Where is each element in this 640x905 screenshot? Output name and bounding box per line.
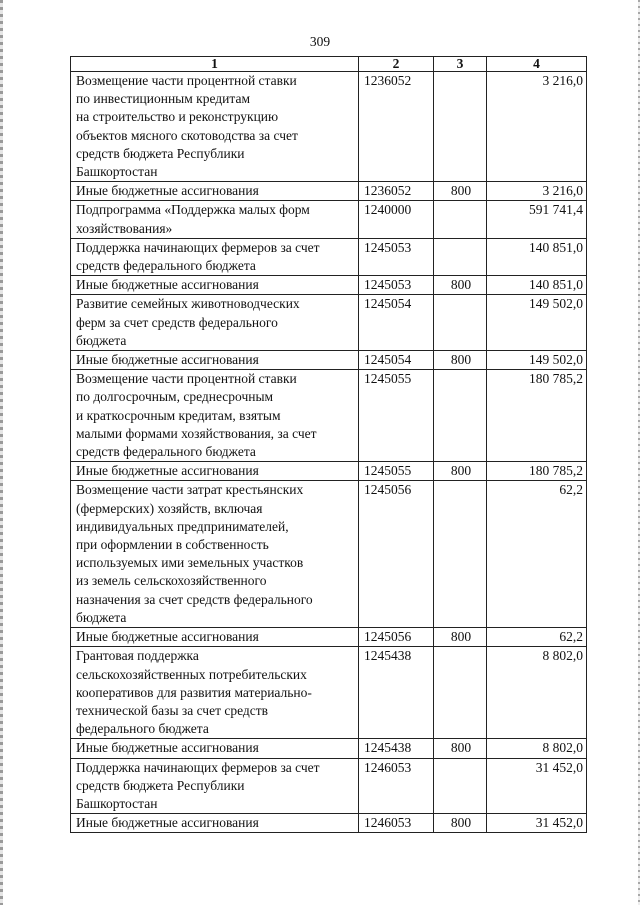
amount-cell: 149 502,0 bbox=[487, 295, 587, 351]
item-name-cell: Возмещение части процентной ставки по инвестиционным кредитам на строительство и реконструкцию объектов мясного скотоводства за счет средств бюджета Республики Башкортостан bbox=[71, 72, 359, 182]
item-name-cell: Иные бюджетные ассигнования bbox=[71, 462, 359, 481]
table-row bbox=[71, 238, 587, 275]
target-code-cell: 1240000 bbox=[359, 201, 434, 238]
table-row bbox=[71, 481, 587, 628]
target-code-cell: 1245056 bbox=[359, 481, 434, 628]
table-row bbox=[71, 758, 587, 814]
item-name-cell: Иные бюджетные ассигнования bbox=[71, 628, 359, 647]
item-name-cell: Поддержка начинающих фермеров за счет средств федерального бюджета bbox=[71, 238, 359, 275]
table-row bbox=[71, 351, 587, 370]
expense-type-cell bbox=[434, 238, 487, 275]
target-code-cell: 1236052 bbox=[359, 72, 434, 182]
amount-cell: 62,2 bbox=[487, 628, 587, 647]
amount-cell: 149 502,0 bbox=[487, 351, 587, 370]
table-row bbox=[71, 72, 587, 182]
item-name-cell: Иные бюджетные ассигнования bbox=[71, 276, 359, 295]
expense-type-cell: 800 bbox=[434, 739, 487, 758]
item-name-cell: Иные бюджетные ассигнования bbox=[71, 351, 359, 370]
table-row bbox=[71, 628, 587, 647]
table-row bbox=[71, 201, 587, 238]
amount-cell: 8 802,0 bbox=[487, 739, 587, 758]
expense-type-cell: 800 bbox=[434, 182, 487, 201]
table-row bbox=[71, 814, 587, 833]
item-name-cell: Возмещение части затрат крестьянских (фермерских) хозяйств, включая индивидуальных предпринимателей, при оформлении в собственность используемых ими земельных участков из земель сельскохозяйственного назначения за счет средств федерального бюджета bbox=[71, 481, 359, 628]
amount-cell: 140 851,0 bbox=[487, 276, 587, 295]
table-row bbox=[71, 276, 587, 295]
target-code-cell: 1245056 bbox=[359, 628, 434, 647]
expense-type-cell bbox=[434, 201, 487, 238]
expense-type-cell bbox=[434, 647, 487, 739]
expense-type-cell bbox=[434, 370, 487, 462]
expense-type-cell: 800 bbox=[434, 814, 487, 833]
table-body bbox=[71, 72, 587, 833]
expense-type-cell: 800 bbox=[434, 628, 487, 647]
table-row bbox=[71, 182, 587, 201]
target-code-cell: 1245053 bbox=[359, 238, 434, 275]
amount-cell: 62,2 bbox=[487, 481, 587, 628]
amount-cell: 180 785,2 bbox=[487, 370, 587, 462]
page-number: 309 bbox=[309, 34, 331, 49]
item-name-cell: Иные бюджетные ассигнования bbox=[71, 182, 359, 201]
header-col-3: 3 bbox=[434, 57, 487, 72]
expense-type-cell: 800 bbox=[434, 351, 487, 370]
amount-cell: 591 741,4 bbox=[487, 201, 587, 238]
header-col-4: 4 bbox=[487, 57, 587, 72]
header-col-1: 1 bbox=[71, 57, 359, 72]
target-code-cell: 1245053 bbox=[359, 276, 434, 295]
target-code-cell: 1245055 bbox=[359, 370, 434, 462]
item-name-cell: Развитие семейных животноводческих ферм за счет средств федерального бюджета bbox=[71, 295, 359, 351]
expense-type-cell: 800 bbox=[434, 276, 487, 295]
amount-cell: 180 785,2 bbox=[487, 462, 587, 481]
target-code-cell: 1246053 bbox=[359, 758, 434, 814]
expense-type-cell bbox=[434, 295, 487, 351]
item-name-cell: Иные бюджетные ассигнования bbox=[71, 814, 359, 833]
item-name-cell: Подпрограмма «Поддержка малых форм хозяйствования» bbox=[71, 201, 359, 238]
target-code-cell: 1245438 bbox=[359, 739, 434, 758]
expense-type-cell bbox=[434, 758, 487, 814]
table-row bbox=[71, 647, 587, 739]
header-col-2: 2 bbox=[359, 57, 434, 72]
amount-cell: 31 452,0 bbox=[487, 758, 587, 814]
table-row bbox=[71, 370, 587, 462]
expense-type-cell bbox=[434, 481, 487, 628]
target-code-cell: 1245054 bbox=[359, 295, 434, 351]
table-header bbox=[71, 57, 587, 72]
target-code-cell: 1245438 bbox=[359, 647, 434, 739]
target-code-cell: 1236052 bbox=[359, 182, 434, 201]
header-row bbox=[71, 57, 587, 72]
scan-edge-left bbox=[0, 0, 3, 905]
item-name-cell: Возмещение части процентной ставки по долгосрочным, среднесрочным и краткосрочным кредитам, взятым малыми формами хозяйствования, за счет средств федерального бюджета bbox=[71, 370, 359, 462]
target-code-cell: 1246053 bbox=[359, 814, 434, 833]
table-row bbox=[71, 295, 587, 351]
target-code-cell: 1245055 bbox=[359, 462, 434, 481]
expense-type-cell: 800 bbox=[434, 462, 487, 481]
table-row bbox=[71, 462, 587, 481]
amount-cell: 8 802,0 bbox=[487, 647, 587, 739]
target-code-cell: 1245054 bbox=[359, 351, 434, 370]
item-name-cell: Грантовая поддержка сельскохозяйственных потребительских кооперативов для развития материально- технической базы за счет средств федерального бюджета bbox=[71, 647, 359, 739]
amount-cell: 3 216,0 bbox=[487, 182, 587, 201]
expense-type-cell bbox=[434, 72, 487, 182]
amount-cell: 3 216,0 bbox=[487, 72, 587, 182]
item-name-cell: Поддержка начинающих фермеров за счет средств бюджета Республики Башкортостан bbox=[71, 758, 359, 814]
item-name-cell: Иные бюджетные ассигнования bbox=[71, 739, 359, 758]
table-row bbox=[71, 739, 587, 758]
budget-table bbox=[70, 56, 587, 833]
amount-cell: 140 851,0 bbox=[487, 238, 587, 275]
amount-cell: 31 452,0 bbox=[487, 814, 587, 833]
